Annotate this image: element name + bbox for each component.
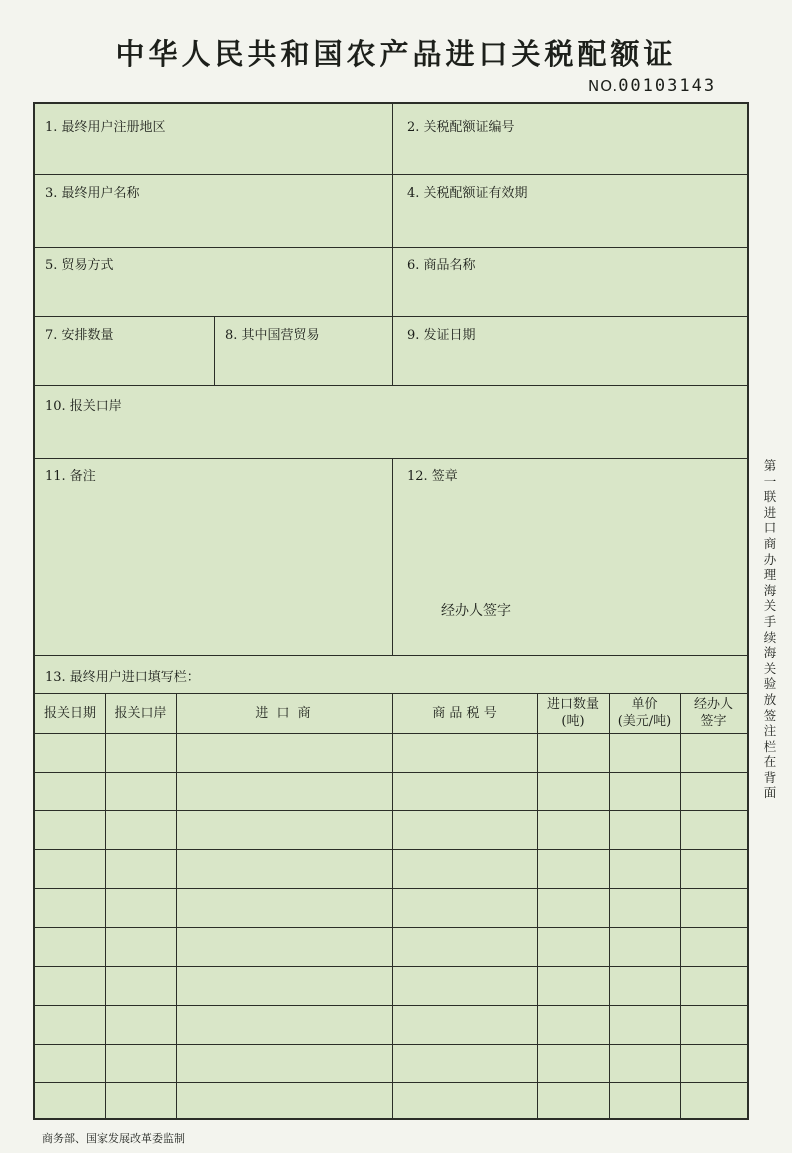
col-line [609, 693, 610, 1120]
row-line [35, 655, 747, 656]
row-line [35, 385, 747, 386]
row-line [35, 927, 747, 928]
field-seal: 12. 签章 [407, 469, 458, 484]
row-line [35, 458, 747, 459]
header-import-quantity-label: 进口数量 [546, 697, 599, 712]
header-import-quantity [537, 693, 609, 733]
field-quota-cert-number: 2. 关税配额证编号 [407, 120, 515, 135]
field-customs-port: 10. 报关口岸 [45, 399, 122, 414]
header-unit-price [609, 693, 680, 733]
signer-label: 经办人签字 [441, 603, 511, 619]
row-line [35, 1005, 747, 1006]
field-end-user-entry: 13. 最终用户进口填写栏： [45, 670, 200, 685]
col-line [392, 458, 393, 655]
side-copy-note: 第一联 进口商办理海关手续 海关验放签注栏在背面 [763, 458, 777, 801]
row-line [35, 772, 747, 773]
row-line [35, 247, 747, 248]
header-signature-label: 签字 [700, 714, 727, 729]
col-line [392, 316, 393, 385]
header-declaration-date: 报关日期 [43, 705, 96, 721]
header-tariff-code: 商 品 税 号 [432, 705, 497, 721]
field-allocated-quantity: 7. 安排数量 [45, 328, 114, 343]
header-handler-label: 经办人 [693, 697, 733, 712]
row-line [35, 888, 747, 889]
page-title: 中华人民共和国农产品进口关税配额证 [115, 37, 677, 71]
serial-prefix: NO. [588, 77, 619, 95]
field-end-user-name: 3. 最终用户名称 [45, 186, 140, 201]
col-line [176, 693, 177, 1120]
row-line [35, 316, 747, 317]
header-import-quantity-unit: (吨) [561, 714, 585, 729]
col-line [392, 693, 393, 1120]
row-line [35, 733, 747, 734]
serial-value: 00103143 [618, 76, 717, 96]
field-state-trading: 8. 其中国营贸易 [225, 328, 320, 343]
row-line [35, 849, 747, 850]
header-handler-signature [680, 693, 747, 733]
field-commodity-name: 6. 商品名称 [407, 258, 476, 273]
col-line [105, 693, 106, 1120]
field-trade-mode: 5. 贸易方式 [45, 258, 114, 273]
field-registration-region: 1. 最终用户注册地区 [45, 120, 166, 135]
field-issue-date: 9. 发证日期 [407, 328, 476, 343]
col-line [537, 693, 538, 1120]
form-grid [33, 102, 749, 1120]
row-line [35, 1044, 747, 1045]
col-line [214, 316, 215, 385]
footer-supervision: 商务部、国家发展改革委监制 [42, 1132, 185, 1145]
serial-number [588, 76, 716, 96]
col-line [680, 693, 681, 1120]
row-line [35, 174, 747, 175]
header-customs-port: 报关口岸 [114, 705, 167, 721]
header-importer: 进 口 商 [255, 705, 313, 721]
row-line [35, 1082, 747, 1083]
row-line [35, 810, 747, 811]
header-unit-price-label: 单价 [631, 697, 658, 712]
field-validity-period: 4. 关税配额证有效期 [407, 186, 528, 201]
header-unit-price-unit: (美元/吨) [617, 714, 672, 729]
row-line [35, 966, 747, 967]
field-remarks: 11. 备注 [45, 469, 96, 484]
